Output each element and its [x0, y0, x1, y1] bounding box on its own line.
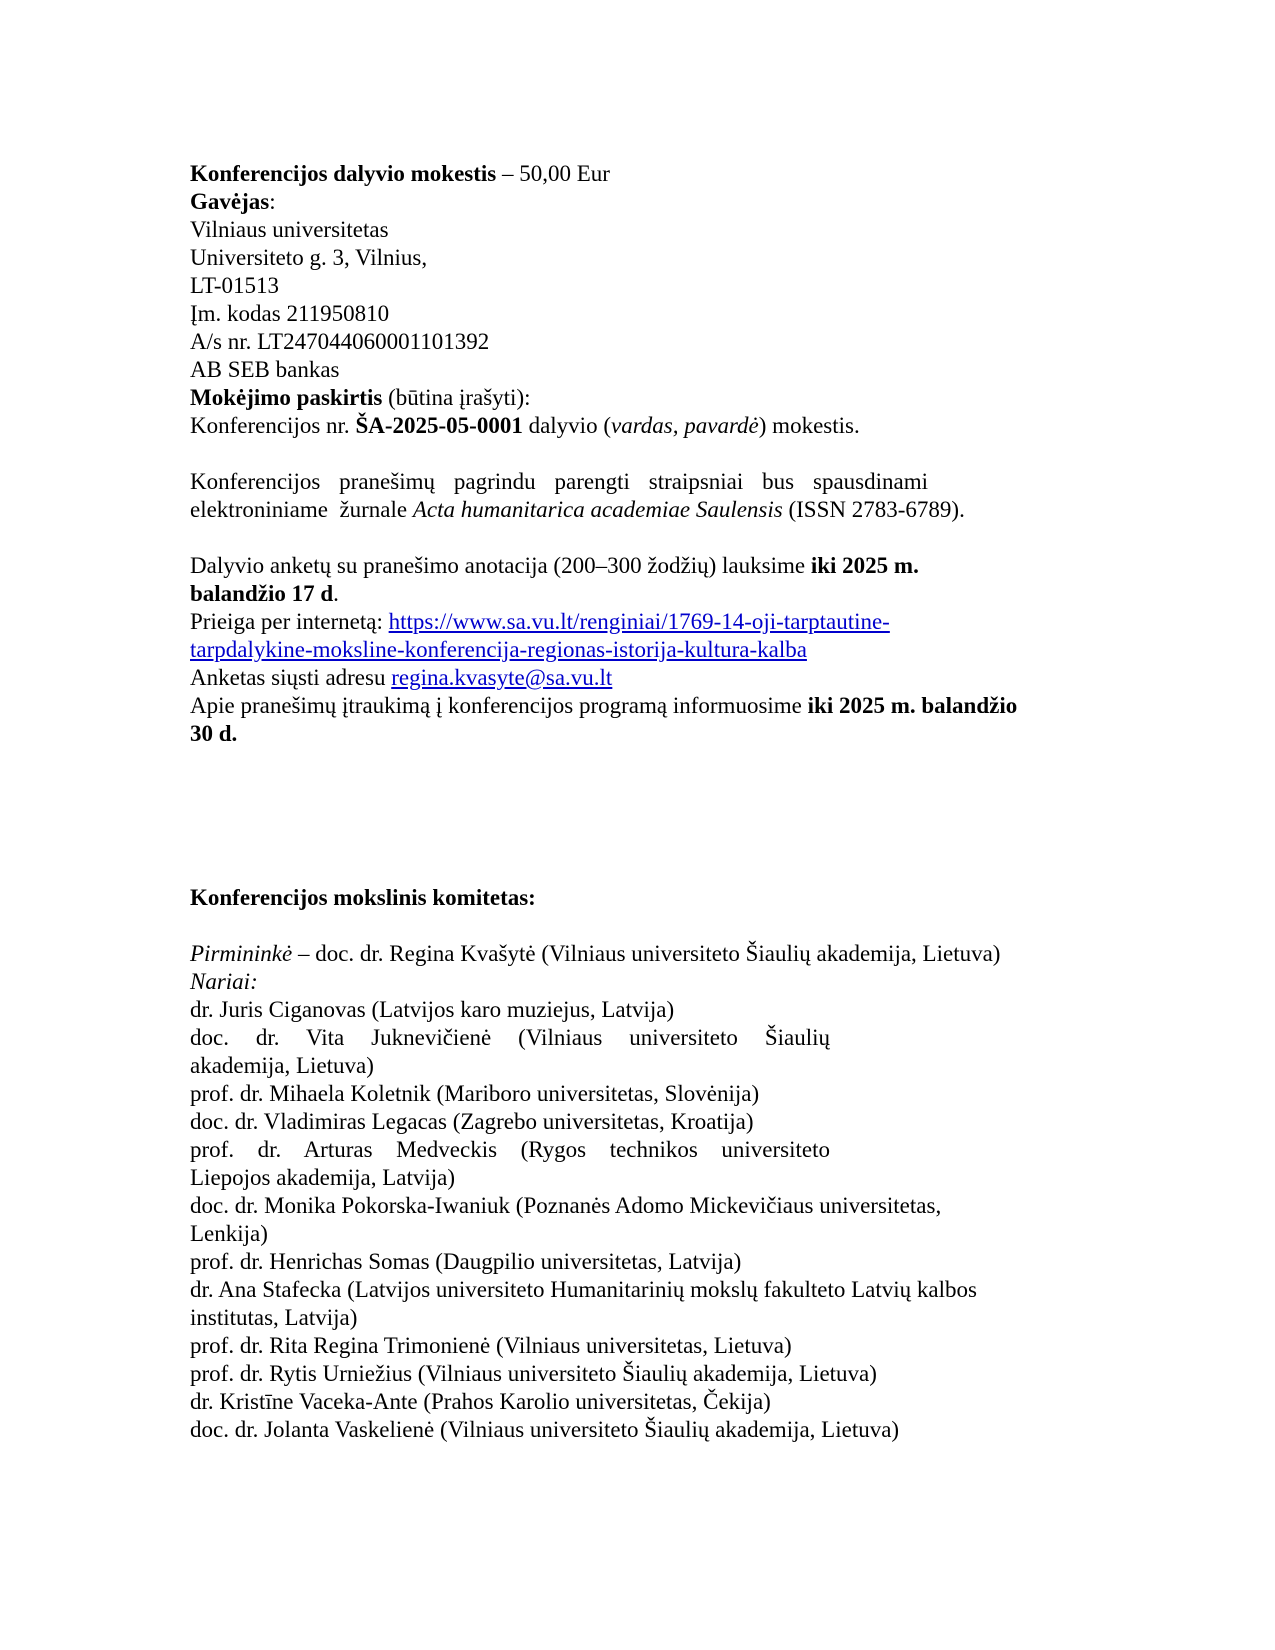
- purpose-label: Mokėjimo paskirtis: [190, 385, 383, 410]
- committee-member: prof. dr. Henrichas Somas (Daugpilio universitetas, Latvija): [190, 1249, 742, 1274]
- committee-title: Konferencijos mokslinis komitetas:: [190, 885, 536, 910]
- deadline-line-1: [190, 552, 919, 580]
- recipient-line: A/s nr. LT247044060001101392: [190, 329, 490, 354]
- committee-member: doc. dr. Jolanta Vaskelienė (Vilniaus universiteto Šiaulių akademija, Lietuva): [190, 1417, 900, 1442]
- journal-line-1: Konferencijos pranešimų pagrindu parengti straipsniai bus spausdinami: [190, 469, 928, 494]
- inform-date-part1: iki 2025 m. balandžio: [807, 693, 1018, 718]
- event-url-link[interactable]: https://www.sa.vu.lt/renginiai/1769-14-oji-tarptautine-: [388, 609, 890, 634]
- committee-member: doc. dr. Vita Juknevičienė (Vilniaus universiteto Šiaulių: [190, 1025, 830, 1050]
- committee-member: doc. dr. Vladimiras Legacas (Zagrebo universitetas, Kroatija): [190, 1109, 754, 1134]
- purpose-prefix: Konferencijos nr.: [190, 413, 356, 438]
- journal-line-2: [190, 496, 965, 524]
- committee-chair: [190, 940, 1000, 968]
- committee-member-continued: Liepojos akademija, Latvija): [190, 1165, 456, 1190]
- committee-member: prof. dr. Rita Regina Trimonienė (Vilniaus universitetas, Lietuva): [190, 1333, 792, 1358]
- inform-line-2: [190, 720, 237, 748]
- send-label: Anketas siųsti adresu: [190, 665, 392, 690]
- recipient-heading: [190, 188, 276, 216]
- chair-text: – doc. dr. Regina Kvašytė (Vilniaus universiteto Šiaulių akademija, Lietuva): [292, 941, 1001, 966]
- deadline-line-2: [190, 580, 339, 608]
- deadline-text: Dalyvio anketų su pranešimo anotacija (200–300 žodžių) lauksime: [190, 553, 811, 578]
- journal-title: Acta humanitarica academiae Saulensis: [412, 497, 783, 522]
- purpose-suffix: ) mokestis.: [758, 413, 860, 438]
- purpose-mid: dalyvio (: [522, 413, 611, 438]
- purpose-line: [190, 412, 860, 440]
- inform-date-part2: 30 d.: [190, 721, 238, 746]
- purpose-note: (būtina įrašyti):: [382, 385, 531, 410]
- committee-member: prof. dr. Mihaela Koletnik (Mariboro universitetas, Slovėnija): [190, 1081, 760, 1106]
- inform-line-1: [190, 692, 1017, 720]
- journal-issn: (ISSN 2783-6789).: [782, 497, 965, 522]
- deadline-date-part2: balandžio 17 d: [190, 581, 334, 606]
- committee-member-continued: akademija, Lietuva): [190, 1053, 374, 1078]
- committee-member: prof. dr. Arturas Medveckis (Rygos technikos universiteto: [190, 1137, 830, 1162]
- recipient-line: LT-01513: [190, 273, 280, 298]
- members-label-text: Nariai:: [190, 969, 258, 994]
- deadline-suffix: .: [333, 581, 339, 606]
- committee-member: doc. dr. Monika Pokorska-Iwaniuk (Poznanės Adomo Mickevičiaus universitetas,: [190, 1193, 942, 1218]
- committee-member-continued: Lenkija): [190, 1221, 268, 1246]
- fee-line: [190, 160, 610, 188]
- access-line-1: [190, 608, 890, 636]
- recipient-line: Vilniaus universitetas: [190, 217, 389, 242]
- inform-text: Apie pranešimų įtraukimą į konferencijos programą informuosime: [190, 693, 808, 718]
- recipient-line: Įm. kodas 211950810: [190, 301, 390, 326]
- committee-member: dr. Kristīne Vaceka-Ante (Prahos Karolio universitetas, Čekija): [190, 1389, 771, 1414]
- recipient-label: Gavėjas: [190, 189, 270, 214]
- send-line: [190, 664, 612, 692]
- fee-value: – 50,00 Eur: [496, 161, 610, 186]
- recipient-line: Universiteto g. 3, Vilnius,: [190, 245, 428, 270]
- committee-member: dr. Ana Stafecka (Latvijos universiteto Humanitarinių mokslų fakulteto Latvių kalbos: [190, 1277, 977, 1302]
- recipient-colon: :: [269, 189, 276, 214]
- recipient-line: AB SEB bankas: [190, 357, 340, 382]
- purpose-italic: vardas, pavardė: [610, 413, 759, 438]
- deadline-date-part1: iki 2025 m.: [810, 553, 919, 578]
- event-url-link-continued[interactable]: tarpdalykine-moksline-konferencija-regionas-istorija-kultura-kalba: [190, 637, 807, 662]
- fee-label: Konferencijos dalyvio mokestis: [190, 161, 497, 186]
- members-label: [190, 968, 258, 996]
- conference-code: ŠA-2025-05-0001: [355, 413, 523, 438]
- purpose-heading: [190, 384, 531, 412]
- access-line-2: [190, 636, 807, 664]
- access-label: Prieiga per internetą:: [190, 609, 389, 634]
- email-link[interactable]: regina.kvasyte@sa.vu.lt: [391, 665, 613, 690]
- journal-prefix: elektroniniame žurnale: [190, 497, 413, 522]
- chair-label: Pirmininkė: [190, 941, 293, 966]
- committee-heading: [190, 884, 536, 912]
- committee-member-continued: institutas, Latvija): [190, 1305, 358, 1330]
- committee-member: prof. dr. Rytis Urniežius (Vilniaus universiteto Šiaulių akademija, Lietuva): [190, 1361, 877, 1386]
- committee-member: dr. Juris Ciganovas (Latvijos karo muziejus, Latvija): [190, 997, 675, 1022]
